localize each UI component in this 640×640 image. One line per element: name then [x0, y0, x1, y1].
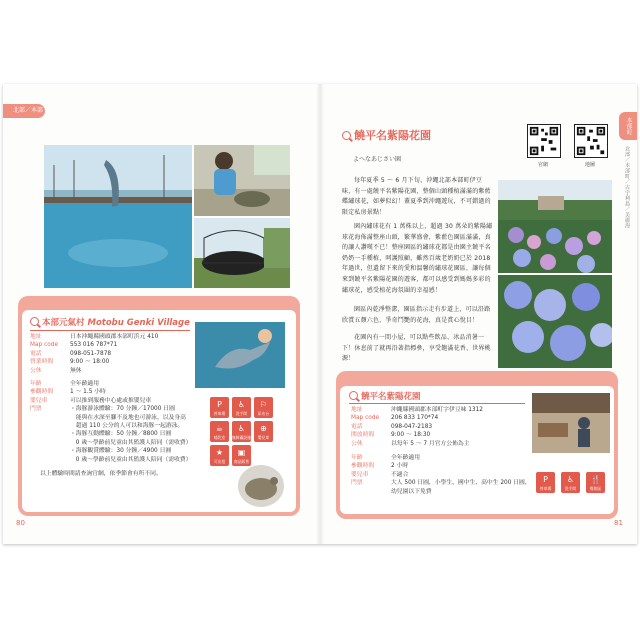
info-label: 參觀時間	[351, 463, 375, 470]
info-row	[351, 454, 531, 462]
info-value: 1 ～ 1.5 小時	[70, 389, 106, 396]
info-row	[30, 367, 158, 375]
card-title-text: 本部元氣村	[42, 318, 85, 328]
page-title-text: 饒平名紫陽花園	[354, 129, 431, 142]
facility-glyph-icon: ⊕	[260, 424, 267, 433]
info-value: 098-047-2183	[391, 423, 433, 430]
facility-icon	[210, 445, 229, 466]
info-value: 098-051-7878	[70, 350, 112, 357]
info-label: Map code	[351, 415, 380, 422]
info-label: 電話	[30, 350, 42, 357]
facility-glyph-icon: ★	[215, 448, 224, 457]
info-value: 全年齡適用	[70, 381, 99, 387]
info-value: 553 016 787*71	[70, 342, 118, 349]
info-value: 沖繩縣國頭郡本部町字伊豆味 1312	[391, 407, 483, 413]
info-value: 0 歲～學齡前兒童由其監護人陪同（需收費）	[70, 439, 192, 446]
info-label	[30, 414, 70, 422]
info-value: ・海豚觀賞體驗：30 分鐘／4900 日圓	[70, 448, 172, 455]
note-text: 以上體驗時間請查詢官網，依季節會有所不同。	[40, 471, 162, 477]
info-value: 9:00 ～ 18:30	[391, 432, 431, 439]
info-label: 嬰兒車	[351, 471, 369, 478]
info-label: 地址	[30, 334, 42, 340]
qr-code-map[interactable]	[574, 124, 608, 158]
qr-code-website[interactable]	[527, 124, 561, 158]
hydrangea-garden-photo	[498, 180, 612, 273]
info-label: Map code	[30, 342, 59, 349]
info-label: 營業時間	[30, 359, 54, 366]
info-row	[351, 406, 483, 414]
paragraph-3: 園區內乾淨整潔，園區指示走有步道上，可以沿路欣賞五顏六色、爭奇鬥艷的花海，真是賞心悅目！	[342, 306, 491, 324]
magnifier-icon	[30, 317, 39, 326]
facility-icons-yohena	[536, 472, 605, 493]
info-value: ・海豚游泳體驗：70 分鐘／17000 日圓	[70, 406, 175, 413]
page-subtitle: よへなあじさい園	[353, 156, 402, 163]
info-value: 超過 110 公分的人可以和海豚一起游泳。	[70, 423, 184, 430]
info-label: 年齡	[30, 381, 42, 387]
info-value: 不適合	[391, 471, 409, 478]
facility-label: 停車場	[213, 411, 226, 416]
info-label: 開放時間	[351, 432, 375, 439]
facility-label: 餐飲區	[589, 486, 602, 491]
facility-glyph-icon: ☕	[215, 424, 224, 433]
info-row	[30, 422, 191, 430]
facility-icons-genki	[210, 397, 273, 466]
region-tag: 北部／本部町	[3, 104, 45, 118]
facility-label: 停車場	[539, 486, 552, 491]
title-divider	[349, 403, 525, 404]
card-title-text: 饒平名紫陽花園	[361, 392, 421, 402]
facility-icon	[210, 421, 229, 442]
info-row	[30, 341, 158, 349]
info-value: 全年齡適用	[391, 455, 420, 461]
info-row	[351, 479, 531, 487]
facility-label: 可出租	[213, 459, 226, 464]
facility-icon	[254, 397, 273, 418]
info-label: 門票	[30, 406, 42, 413]
info-row	[30, 414, 191, 422]
facility-glyph-icon: ▣	[237, 448, 246, 457]
info-label	[30, 447, 70, 455]
facility-label: 洗手間	[564, 486, 577, 491]
info-row	[30, 456, 191, 464]
dolphin-jump-photo	[44, 145, 192, 288]
facility-label: 尿布台	[257, 411, 270, 416]
info-row	[30, 447, 191, 455]
facility-icon	[536, 472, 555, 493]
info-label: 公休	[351, 440, 363, 447]
facility-label: 無障礙設施	[232, 435, 251, 440]
info-row	[30, 350, 158, 358]
facility-icon	[254, 421, 273, 442]
info-label	[30, 422, 70, 430]
info-label: 地址	[351, 407, 363, 413]
facility-glyph-icon: 🍴	[590, 475, 601, 484]
info-value: 無休	[70, 367, 82, 374]
info-row	[351, 462, 531, 470]
qr-label-map: 地圖	[585, 162, 596, 168]
info-row	[30, 358, 158, 366]
page-title	[342, 127, 431, 143]
book-gutter	[316, 84, 324, 544]
info-label: 電話	[351, 423, 363, 430]
info-value: 日本沖繩縣國頭郡本部町浜元 410	[70, 334, 159, 340]
info-row	[351, 471, 531, 479]
info-value: 可以推到服務中心處或推嬰兒車	[70, 397, 152, 404]
facility-icon	[561, 472, 580, 493]
turtle-photo	[238, 465, 284, 507]
garden-cafe-photo	[532, 393, 610, 453]
facility-glyph-icon: ♿	[237, 400, 246, 409]
info-row	[30, 439, 191, 447]
info-row	[30, 380, 191, 388]
trampoline-photo	[194, 218, 290, 288]
info-label: 參觀時間	[30, 389, 54, 396]
facility-glyph-icon: ⚐	[259, 400, 268, 409]
facility-label: 嬰兒車	[257, 435, 270, 440]
info-value: 大人 500 日圓，小學生、國中生、高中生 200 日圓，	[391, 480, 531, 487]
info-label	[351, 488, 391, 496]
info-row	[30, 333, 158, 341]
info-row	[30, 430, 191, 438]
info-label	[30, 430, 70, 438]
facility-glyph-icon: ♿	[566, 475, 575, 484]
info-label: 嬰兒車	[30, 397, 48, 404]
child-turtle-photo	[194, 145, 290, 216]
info-list-yohena-details	[351, 454, 531, 496]
paragraph-4: 花園內有一間小屋，可以點些飲品、冰品消暑一下！休息前了就再沿著指標參，享受飽滿花香、世界桃源！	[342, 334, 491, 363]
facility-icon	[232, 445, 251, 466]
info-list-yohena	[351, 406, 483, 448]
info-row	[351, 488, 531, 496]
info-label	[30, 439, 70, 447]
info-value: 9:00 ～ 18:00	[70, 359, 110, 366]
facility-label: 商品販售	[233, 459, 250, 464]
card-title-genki	[30, 316, 190, 328]
magnifier-icon	[342, 131, 351, 140]
info-label: 公休	[30, 367, 42, 374]
info-label	[30, 456, 70, 464]
page-number-left: 80	[16, 519, 25, 527]
page-number-right: 81	[614, 519, 623, 527]
side-breadcrumb: 北部／本部町／古宇利島／美麗海	[624, 146, 630, 229]
info-value: ・海豚互動體驗：50 分鐘／8800 日圓	[70, 431, 172, 438]
facility-icon	[232, 397, 251, 418]
info-list-genki-details	[30, 380, 191, 464]
facility-icon	[210, 397, 229, 418]
info-value: 幼兒園以下免費	[391, 488, 432, 495]
paragraph-1: 每年夏季 5 ～ 6 月下旬，沖繩北部本部町伊豆味，有一處饒平名紫陽花園，整個山頭種植滿滿的紫藍蝶繡球花，如夢似幻！蓋夏季到沖繩遊玩，不可錯過的限定私房景點！	[342, 177, 491, 216]
info-value: 0 歲～學齡前兒童由其監護人陪同（需收費）	[70, 456, 192, 463]
info-row	[351, 440, 483, 448]
facility-icon	[586, 472, 605, 493]
info-label: 門票	[351, 480, 363, 487]
facility-icon	[232, 421, 251, 442]
title-divider	[30, 330, 190, 331]
info-label: 年齡	[351, 455, 363, 461]
info-list-genki	[30, 333, 158, 375]
info-value: 能與在水深至腳不及地也可游泳，以及身高	[70, 414, 186, 421]
genki-note	[40, 470, 162, 478]
info-value: 2 小時	[391, 463, 409, 470]
facility-glyph-icon: P	[217, 400, 222, 409]
qr-label-website: 官網	[538, 162, 549, 168]
info-row	[351, 423, 483, 431]
info-value: 以每年 5 ～ 7 月官方公佈為主	[391, 440, 470, 447]
info-row	[30, 397, 191, 405]
facility-label: 洗手間	[235, 411, 248, 416]
facility-label: 哺乳室	[213, 435, 226, 440]
paragraph-2: 園內繡球花有 1 萬株以上，超過 30 萬朵的紫陽繡球花海佈滿整座山頭，繁華盛會，紫藍色園區滿滿，真的讓人讚嘆不已！整座園區的繡球花都是由園主饒平名奶奶一手種植，呵護照顧，雖然百歲老奶奶已於 2018 年過世，但遺留下來的愛和溫馨的繡球花園區，讓每個來到饒平名紫陽花園的遊客，都可以感受到媽媽多彩的繡球花，感受植花海氛圍的幸福感！	[342, 223, 493, 294]
card-title-en: Motobu Genki Village	[87, 318, 190, 328]
info-value: 206 833 170*74	[391, 415, 439, 422]
info-row	[30, 405, 191, 413]
facility-glyph-icon: ♿	[237, 424, 246, 433]
hydrangea-closeup-photo	[498, 275, 612, 368]
info-row	[30, 388, 191, 396]
region-tab: 本部町	[619, 112, 637, 140]
facility-glyph-icon: P	[543, 475, 548, 484]
dolphin-feeding-photo	[195, 322, 285, 388]
magnifier-icon	[349, 391, 358, 400]
card-title-yohena	[349, 390, 421, 402]
info-row	[351, 431, 483, 439]
info-row	[351, 414, 483, 422]
